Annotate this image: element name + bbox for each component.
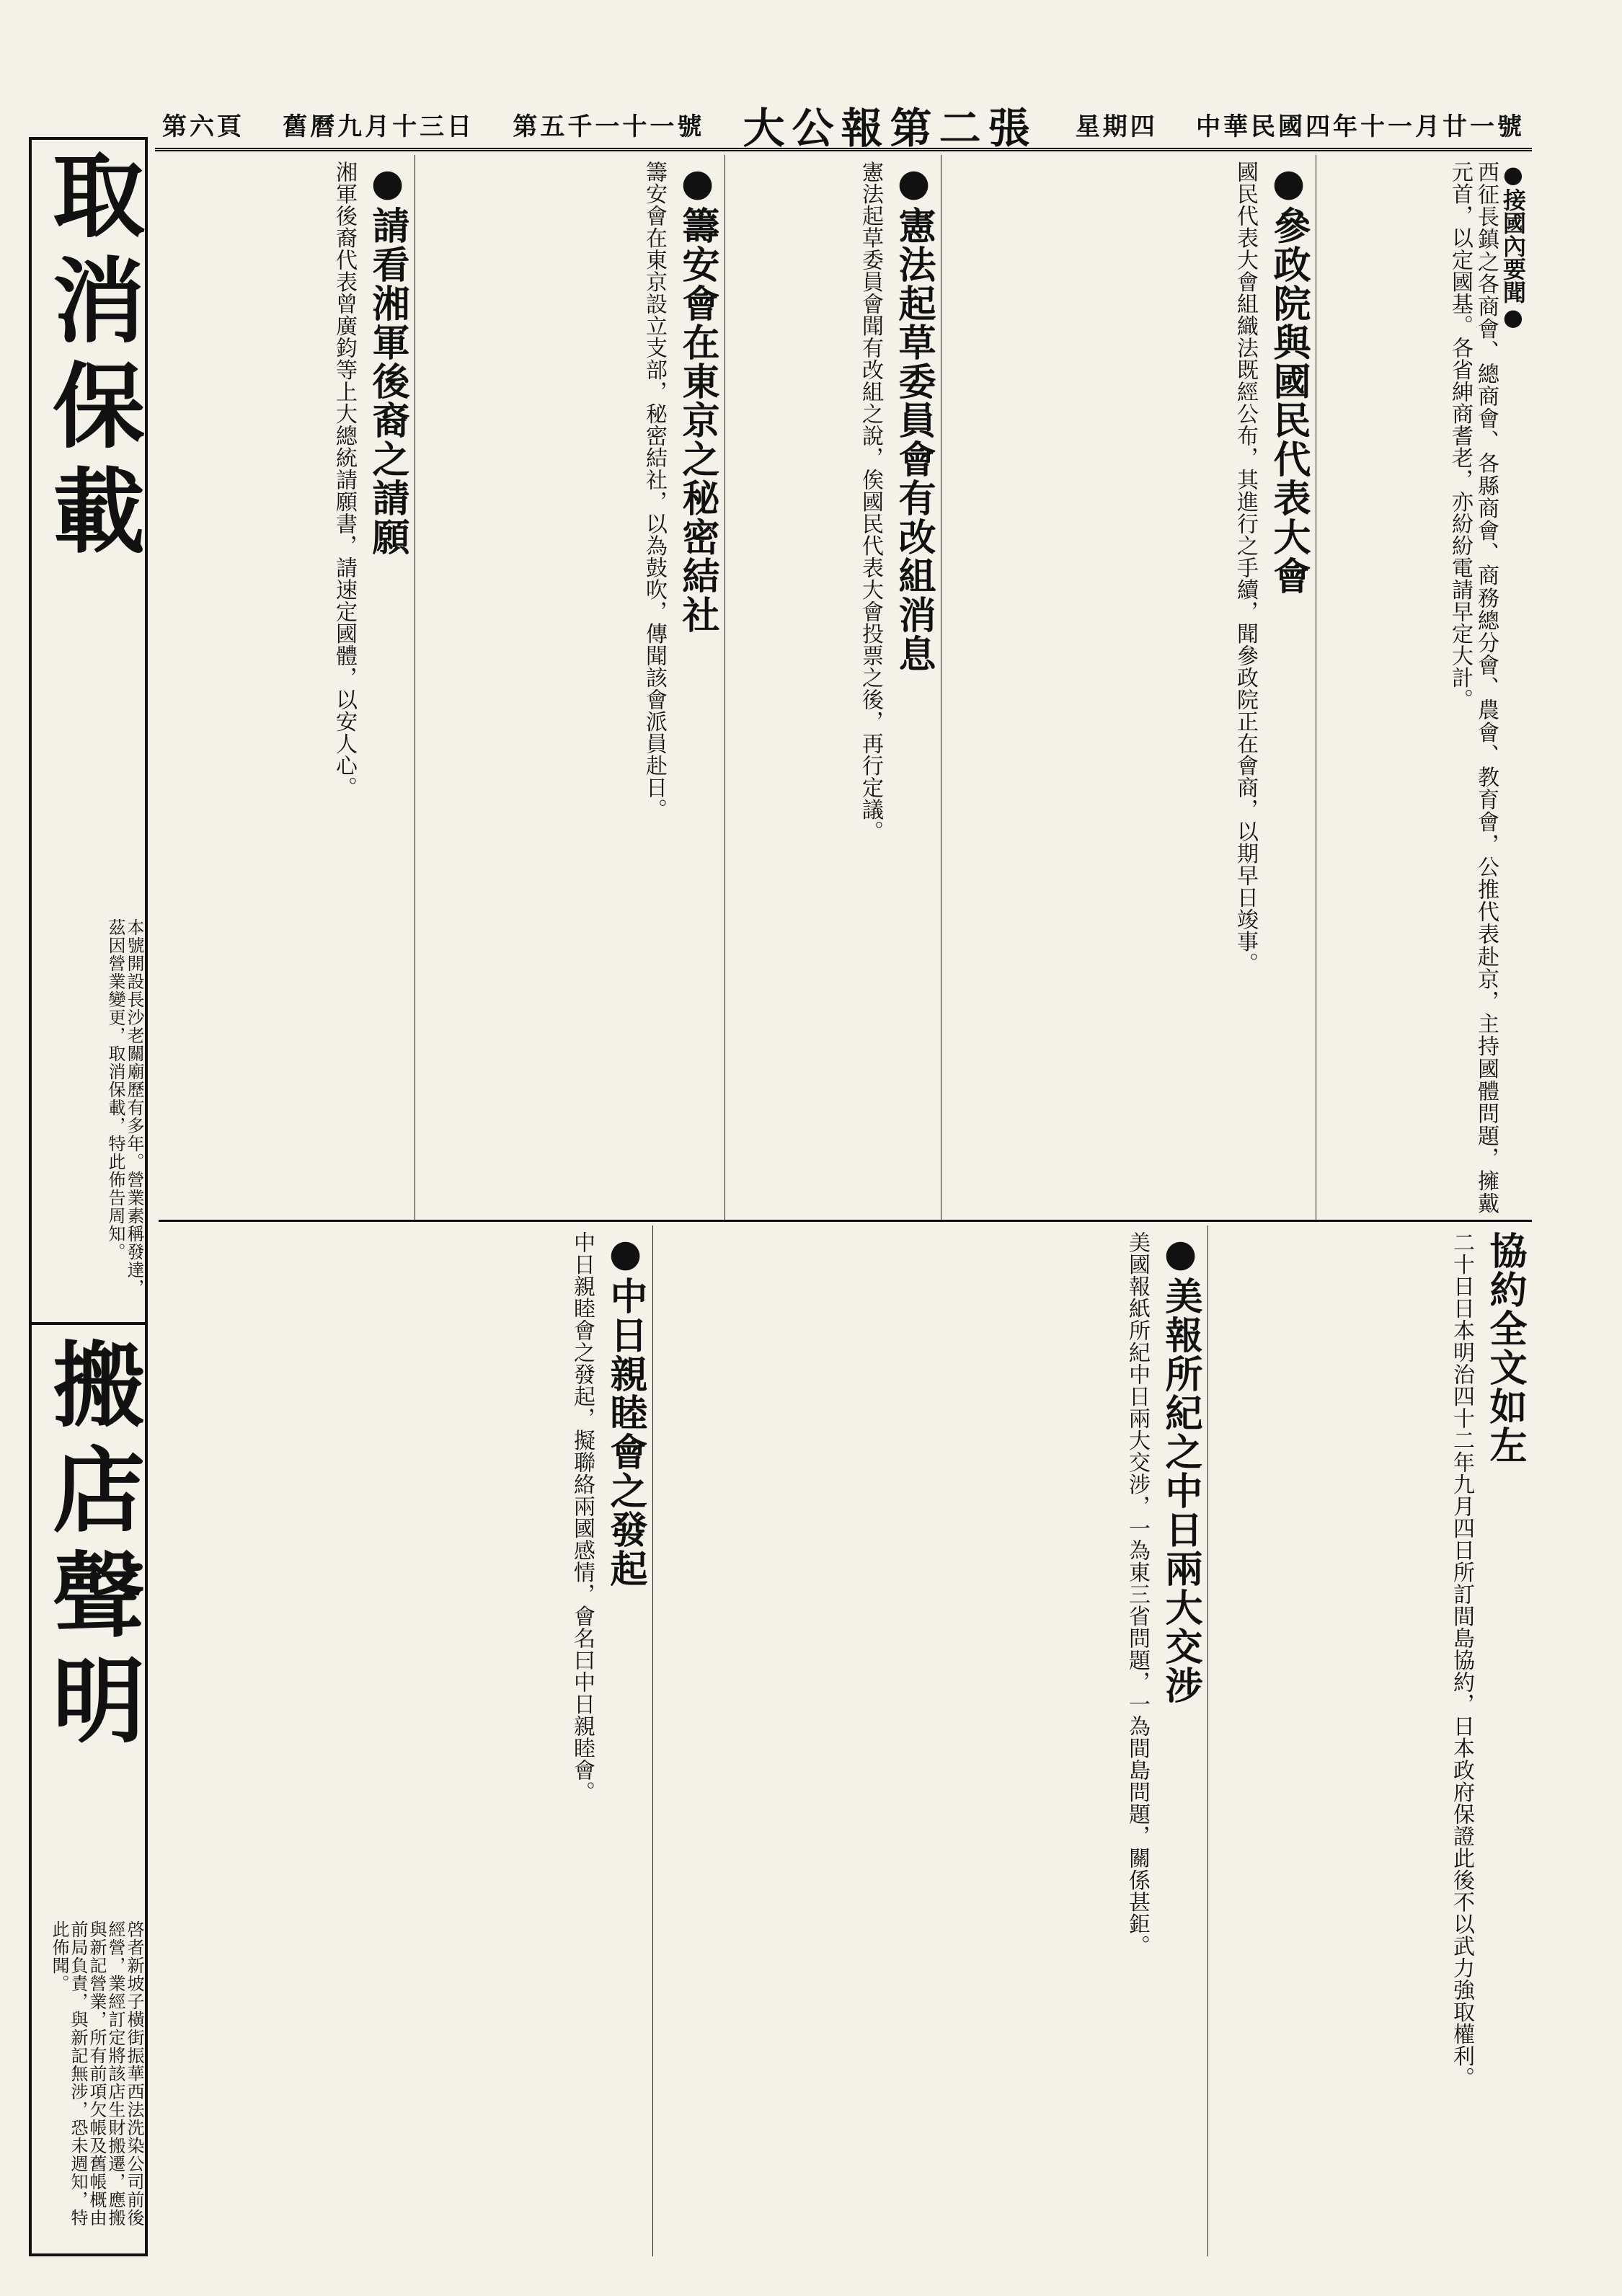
domestic-news-article: [1316, 155, 1532, 1220]
article-headline: ●籌安會在東京之秘密結社: [675, 161, 719, 634]
advertisement-cancel-guarantee: [32, 140, 145, 1322]
top-tier: [159, 155, 1532, 1222]
weekday: 星期四: [1075, 112, 1158, 141]
sino-japanese-negotiation-article: [652, 1225, 1207, 2256]
ad-divider: [32, 1322, 145, 1325]
petition-article: [159, 155, 415, 1220]
article-headline: 協約全文如左: [1483, 1231, 1527, 1465]
article-headline: ●中日親睦會之發起: [603, 1231, 647, 1588]
parliament-article: [941, 155, 1316, 1220]
article-headline: ●請看湘軍後裔之請願: [365, 161, 409, 557]
ad-body: 啓者新坡子橫街振華西法洗染公司前後經營，業經訂定將該店生財搬遷，應搬與新記營業，所有前項欠帳及舊帳概由前局負責，與新記無涉，恐未週知，特此佈聞。: [49, 1920, 144, 2227]
article-body: 二十日日本明治四十二年九月四日所訂間島協約，日本政府保證此後不以武力強取權利。: [1449, 1231, 1474, 2089]
article-headline: ●憲法起草委員會有改組消息: [892, 161, 936, 673]
page-number: 第六頁: [162, 112, 244, 141]
article-headline: ●參政院與國民代表大會: [1267, 161, 1311, 595]
ad-title: 取消保載: [37, 147, 145, 568]
article-body: 西征長鎮之各商會、總商會、各縣商會、商務總分會、農會、教育會，公推代表赴京，主持國體問題，擁戴元首，以定國基。各省紳商耆老，亦紛紛電請早定大計。: [1448, 161, 1499, 1214]
issue-number: 第五千一十一號: [513, 112, 705, 141]
newspaper-title: 大公報第二張: [743, 103, 1037, 153]
tokyo-society-article: [415, 155, 724, 1220]
article-headline: ●美報所紀之中日兩大交涉: [1158, 1231, 1202, 1705]
treaty-article: [1207, 1225, 1532, 2256]
ad-body: 本號開設長沙老關廟歷有多年。營業素稱發達，茲因營業變更，取消保載，特此佈告周知。: [105, 918, 144, 1297]
advertisement-shop-relocation: [32, 1329, 145, 2252]
article-body: 國民代表大會組織法既經公布，其進行之手續，聞參政院正在會商，以期早日竣事。: [1233, 161, 1258, 975]
constitution-article: [724, 155, 941, 1220]
masthead: [155, 101, 1532, 151]
friendship-society-article: [159, 1225, 652, 2256]
article-body: 湘軍後裔代表曾廣鈞等上大總統請願書，請速定國體，以安人心。: [332, 161, 357, 799]
ad-title: 搬店聲明: [37, 1337, 145, 1758]
bottom-tier: [159, 1225, 1532, 2256]
advertisement-column: [29, 137, 148, 2256]
lunar-date: 舊曆九月十三日: [283, 112, 475, 141]
article-body: 美國報紙所紀中日兩大交涉，一為東三省問題，一為間島問題，關係甚鉅。: [1125, 1231, 1150, 1957]
article-body: 籌安會在東京設立支部，秘密結社，以為鼓吹，傳聞該會派員赴日。: [642, 161, 667, 820]
section-header: ●接國內要聞●: [1499, 161, 1527, 331]
publication-date: 中華民國四年十一月廿一號: [1195, 112, 1525, 141]
article-body: 憲法起草委員會聞有改組之說，俟國民代表大會投票之後，再行定議。: [858, 161, 883, 843]
article-body: 中日親睦會之發起，擬聯絡兩國感情，會名曰中日親睦會。: [570, 1231, 595, 1803]
